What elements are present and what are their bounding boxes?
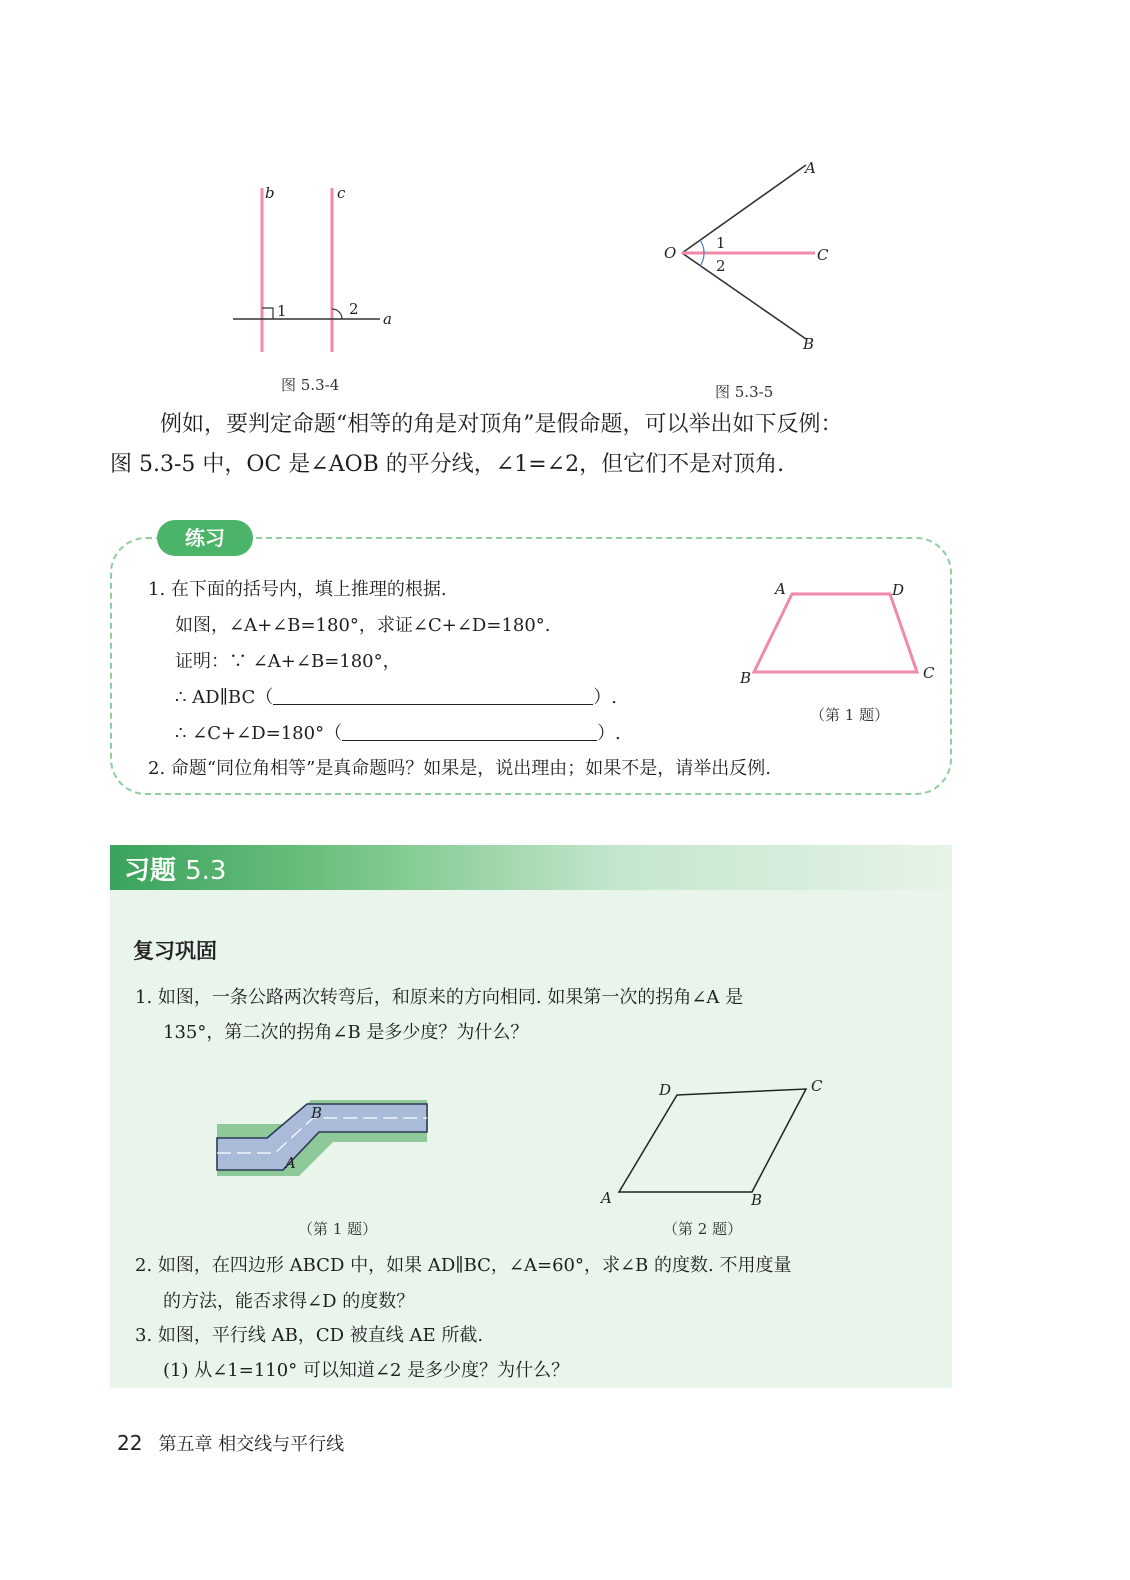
figure-5-3-4-caption: 图 5.3-4 [281, 376, 340, 394]
label-B: B [740, 669, 752, 687]
figure-5-3-5-caption: 图 5.3-5 [715, 383, 774, 401]
exercise-header-band [110, 845, 952, 890]
label-1: 1 [277, 302, 287, 320]
exercise-title-prefix: 习题 [124, 856, 177, 886]
practice-q1-line1: 1. 在下面的括号内，填上推理的根据. [148, 579, 447, 600]
line4-suffix: ）. [593, 687, 617, 708]
page-footer [117, 1430, 344, 1456]
label-B: B [751, 1191, 763, 1205]
exercise-title [124, 850, 226, 887]
intro-line-1: 例如，要判定命题“相等的角是对顶角”是假命题，可以举出如下反例： [160, 412, 843, 437]
answer-blank-2[interactable] [342, 718, 597, 741]
exercise-figure-road [215, 1090, 430, 1190]
label-B: B [803, 335, 815, 353]
practice-q1-line3: 证明：∵ ∠A+∠B=180°， [175, 651, 401, 672]
exercise-q2-line1: 2. 如图，在四边形 ABCD 中，如果 AD∥BC，∠A=60°，求∠B 的度数. 不用度量 [135, 1255, 792, 1276]
exercise-q1-line2: 135°，第二次的拐角∠B 是多少度？为什么？ [163, 1022, 529, 1043]
practice-q2: 2. 命题“同位角相等”是真命题吗？如果是，说出理由；如果不是，请举出反例. [148, 758, 772, 779]
practice-figure-caption: （第 1 题） [810, 706, 890, 724]
line4-prefix: ∴ AD∥BC（ [175, 687, 274, 708]
label-A: A [601, 1189, 612, 1205]
exercise-q1-line1: 1. 如图，一条公路两次转弯后，和原来的方向相同. 如果第一次的拐角∠A 是 [135, 987, 744, 1008]
practice-title: 练习 [157, 520, 253, 556]
label-C: C [811, 1077, 823, 1095]
practice-q1-line4 [175, 680, 617, 716]
label-A: A [775, 580, 786, 598]
practice-q1-line2: 如图，∠A+∠B=180°，求证∠C+∠D=180°. [175, 615, 551, 636]
label-A: A [285, 1154, 296, 1172]
practice-figure-trapezoid [730, 578, 945, 688]
label-D: D [659, 1081, 672, 1099]
chapter-title: 第五章 相交线与平行线 [158, 1434, 345, 1455]
label-A: A [805, 159, 816, 177]
exercise-figure-quadrilateral [595, 1075, 835, 1205]
exercise-subhead: 复习巩固 [133, 939, 217, 963]
page-number: 22 [117, 1431, 143, 1455]
intro-line-2: 图 5.3-5 中，OC 是∠AOB 的平分线，∠1=∠2，但它们不是对顶角. [110, 452, 785, 477]
figure-5-3-5 [660, 155, 850, 355]
exercise-q3-line1: 3. 如图，平行线 AB，CD 被直线 AE 所截. [135, 1325, 484, 1346]
label-c: c [337, 184, 346, 202]
label-a: a [383, 310, 392, 328]
line5-suffix: ）. [597, 723, 621, 744]
label-C: C [817, 246, 829, 264]
label-b: b [265, 184, 275, 202]
exercise-figure-2-caption: （第 2 题） [663, 1220, 743, 1238]
label-O: O [664, 244, 677, 262]
label-C: C [923, 664, 935, 682]
answer-blank-1[interactable] [273, 682, 593, 705]
label-1: 1 [716, 234, 726, 252]
label-D: D [892, 581, 905, 599]
exercise-q3-line2: (1) 从∠1=110° 可以知道∠2 是多少度？为什么？ [163, 1360, 570, 1381]
exercise-figure-1-caption: （第 1 题） [298, 1220, 378, 1238]
line5-prefix: ∴ ∠C+∠D=180°（ [175, 723, 343, 744]
label-2: 2 [349, 300, 359, 318]
practice-q1-line5 [175, 716, 621, 752]
exercise-q2-line2: 的方法，能否求得∠D 的度数？ [163, 1291, 415, 1312]
label-2: 2 [716, 257, 726, 275]
label-B: B [311, 1104, 323, 1122]
exercise-title-number: 5.3 [185, 856, 227, 886]
figure-5-3-4 [225, 180, 405, 360]
